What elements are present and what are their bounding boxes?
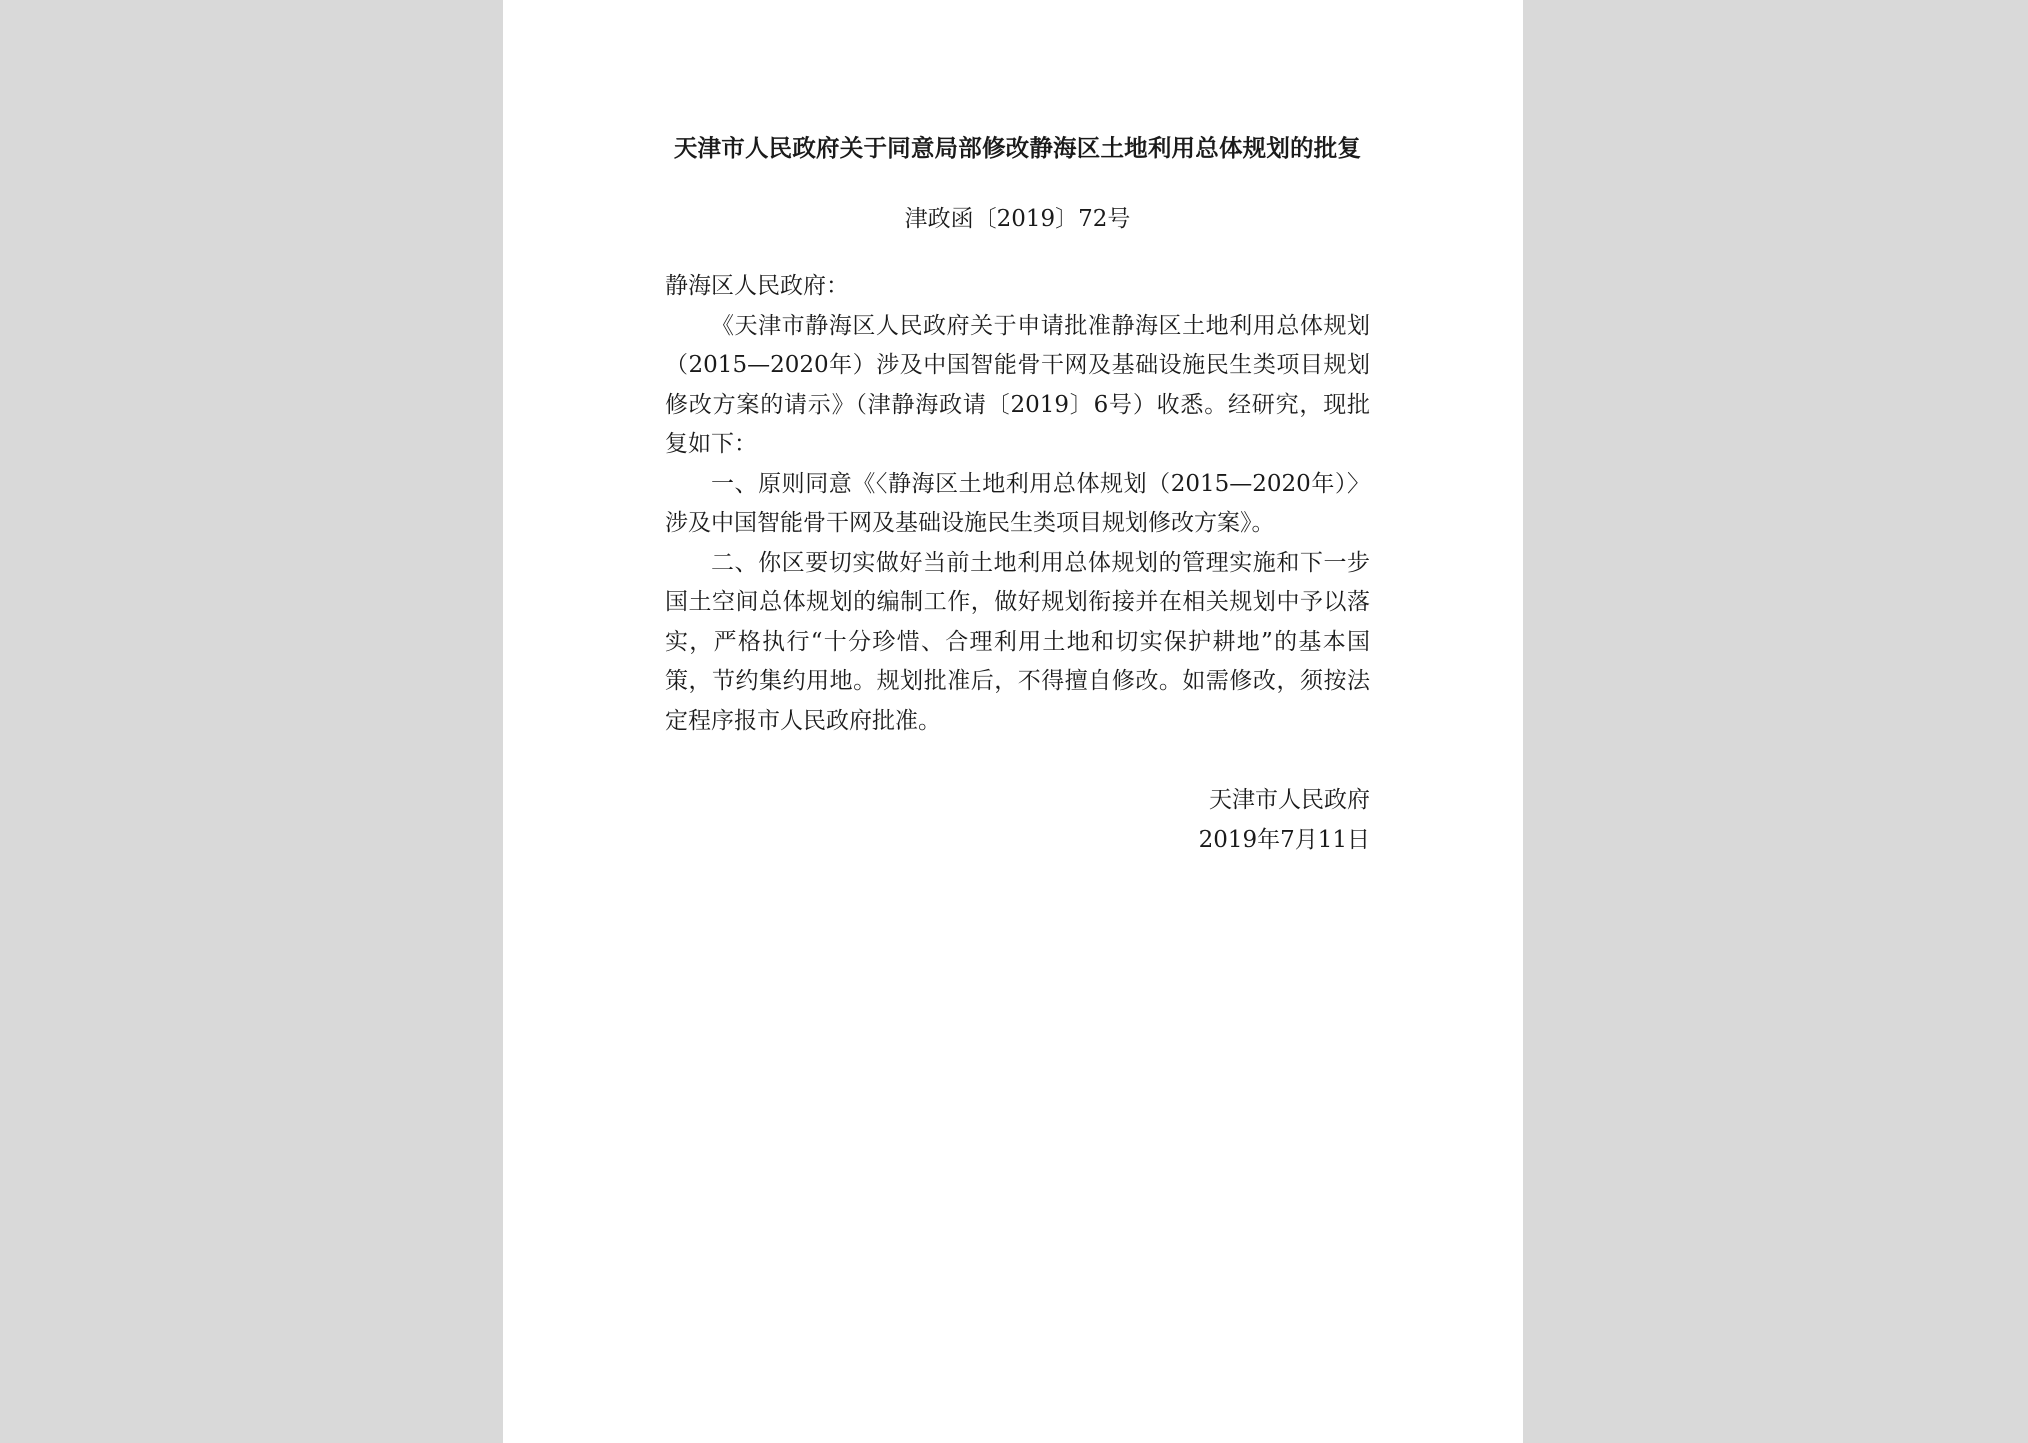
document-title: 天津市人民政府关于同意局部修改静海区土地利用总体规划的批复 [673, 134, 1362, 162]
issue-date: 2019年7月11日 [1198, 826, 1370, 853]
body-paragraph-3: 二、你区要切实做好当前土地利用总体规划的管理实施和下一步国土空间总体规划的编制工作，做好规划衔接并在相关规划中予以落实，严格执行“十分珍惜、合理利用土地和切实保护耕地”的基本国策，节约集约用地。规划批准后，不得擅自修改。如需修改，须按法定程序报市人民政府批准。 [665, 549, 1370, 734]
document-page [503, 0, 1523, 1443]
recipient-line: 静海区人民政府： [665, 273, 849, 299]
document-content [665, 125, 1370, 860]
document-number: 津政函〔2019〕72号 [904, 206, 1131, 232]
issuer-name: 天津市人民政府 [1209, 787, 1370, 813]
body-paragraph-2: 一、原则同意《〈静海区土地利用总体规划（2015—2020年）〉涉及中国智能骨干网及基础设施民生类项目规划修改方案》。 [665, 470, 1370, 536]
body-paragraph-1: 《天津市静海区人民政府关于申请批准静海区土地利用总体规划（2015—2020年）涉及中国智能骨干网及基础设施民生类项目规划修改方案的请示》（津静海政请〔2019〕6号）收悉。经研究，现批复如下： [665, 312, 1370, 457]
